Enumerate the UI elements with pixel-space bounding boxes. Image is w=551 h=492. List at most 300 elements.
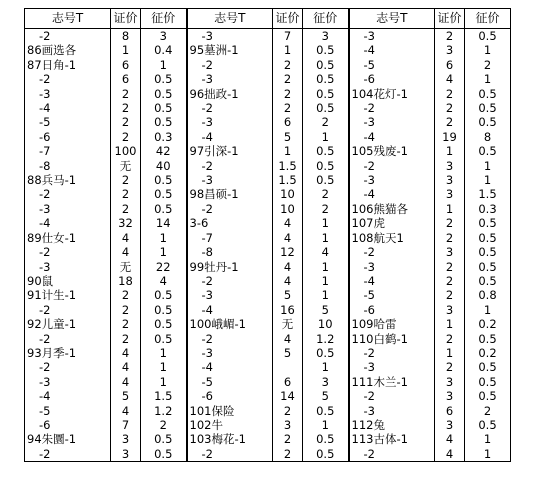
header-cell: 证价 [111, 9, 141, 29]
collection-price-cell: 0.5 [303, 43, 349, 57]
collection-price-cell: 1 [465, 72, 511, 86]
collection-price-cell: 42 [141, 144, 187, 158]
certificate-price-cell: 4 [273, 274, 303, 288]
certificate-price-cell: 2 [273, 404, 303, 418]
stamp-id-cell: 91计生-1 [25, 288, 111, 302]
collection-price-cell: 1 [141, 360, 187, 374]
collection-price-cell: 2 [303, 187, 349, 201]
stamp-id-cell: 104花灯-1 [349, 87, 435, 101]
collection-price-cell: 1 [465, 303, 511, 317]
collection-price-cell: 0.5 [465, 375, 511, 389]
stamp-price-table [24, 8, 511, 462]
stamp-id-cell: -4 [349, 130, 435, 144]
stamp-id-cell: -5 [187, 375, 273, 389]
stamp-id-cell: 107虎 [349, 216, 435, 230]
collection-price-cell: 0.5 [465, 274, 511, 288]
stamp-id-cell: -2 [349, 346, 435, 360]
certificate-price-cell: 2 [111, 115, 141, 129]
certificate-price-cell: 4 [273, 260, 303, 274]
certificate-price-cell: 5 [273, 288, 303, 302]
collection-price-cell: 0.5 [141, 432, 187, 446]
certificate-price-cell: 1 [435, 317, 465, 331]
collection-price-cell: 1 [465, 43, 511, 57]
stamp-id-cell: -6 [25, 418, 111, 432]
table-row [25, 216, 511, 230]
collection-price-cell: 5 [303, 389, 349, 403]
stamp-id-cell: -2 [25, 187, 111, 201]
certificate-price-cell: 2 [273, 101, 303, 115]
table-row [25, 332, 511, 346]
stamp-id-cell: -5 [25, 404, 111, 418]
collection-price-cell: 0.5 [141, 288, 187, 302]
stamp-id-cell: -3 [349, 29, 435, 44]
collection-price-cell: 3 [141, 29, 187, 44]
stamp-id-cell: -5 [349, 288, 435, 302]
collection-price-cell: 0.5 [141, 303, 187, 317]
certificate-price-cell: 10 [273, 202, 303, 216]
collection-price-cell: 0.5 [303, 159, 349, 173]
certificate-price-cell: 6 [111, 58, 141, 72]
certificate-price-cell: 2 [435, 260, 465, 274]
stamp-id-cell: -2 [187, 332, 273, 346]
stamp-id-cell: -4 [25, 389, 111, 403]
collection-price-cell: 0.5 [465, 360, 511, 374]
collection-price-cell: 1 [141, 231, 187, 245]
stamp-id-cell: -2 [187, 202, 273, 216]
certificate-price-cell: 4 [273, 332, 303, 346]
table-row [25, 130, 511, 144]
certificate-price-cell: 2 [273, 87, 303, 101]
collection-price-cell: 1 [303, 360, 349, 374]
collection-price-cell: 0.4 [141, 43, 187, 57]
certificate-price-cell: 3 [435, 173, 465, 187]
certificate-price-cell: 18 [111, 274, 141, 288]
stamp-id-cell: -3 [187, 72, 273, 86]
collection-price-cell: 0.5 [303, 404, 349, 418]
stamp-id-cell: 89仕女-1 [25, 231, 111, 245]
collection-price-cell: 2 [303, 115, 349, 129]
collection-price-cell: 0.5 [465, 29, 511, 44]
certificate-price-cell: 4 [435, 447, 465, 462]
stamp-id-cell: 103梅花-1 [187, 432, 273, 446]
stamp-id-cell: 111木兰-1 [349, 375, 435, 389]
certificate-price-cell: 2 [435, 115, 465, 129]
table-row [25, 404, 511, 418]
stamp-id-cell: 109哈雷 [349, 317, 435, 331]
collection-price-cell: 0.5 [465, 245, 511, 259]
collection-price-cell: 1 [141, 346, 187, 360]
certificate-price-cell: 2 [111, 332, 141, 346]
collection-price-cell: 1 [465, 447, 511, 462]
collection-price-cell: 1.5 [141, 389, 187, 403]
stamp-id-cell: -2 [187, 447, 273, 462]
certificate-price-cell: 6 [435, 404, 465, 418]
certificate-price-cell: 3 [435, 303, 465, 317]
stamp-id-cell: 3-6 [187, 216, 273, 230]
collection-price-cell: 0.5 [465, 101, 511, 115]
collection-price-cell: 1 [303, 274, 349, 288]
certificate-price-cell: 无 [111, 159, 141, 173]
stamp-id-cell: -5 [25, 115, 111, 129]
stamp-id-cell: 112兔 [349, 418, 435, 432]
collection-price-cell: 0.3 [141, 130, 187, 144]
stamp-id-cell: 86画选各 [25, 43, 111, 57]
certificate-price-cell: 100 [111, 144, 141, 158]
collection-price-cell: 0.5 [141, 72, 187, 86]
certificate-price-cell: 3 [435, 43, 465, 57]
certificate-price-cell: 7 [111, 418, 141, 432]
stamp-id-cell: -2 [187, 274, 273, 288]
certificate-price-cell: 1 [435, 144, 465, 158]
collection-price-cell: 0.5 [303, 101, 349, 115]
certificate-price-cell: 2 [111, 130, 141, 144]
table-row [25, 159, 511, 173]
certificate-price-cell: 2 [435, 216, 465, 230]
certificate-price-cell: 4 [111, 245, 141, 259]
collection-price-cell: 0.5 [465, 389, 511, 403]
collection-price-cell: 0.5 [141, 447, 187, 462]
stamp-id-cell: 93月季-1 [25, 346, 111, 360]
certificate-price-cell: 8 [111, 29, 141, 44]
table-row [25, 274, 511, 288]
collection-price-cell: 1 [141, 245, 187, 259]
collection-price-cell: 1 [303, 130, 349, 144]
collection-price-cell: 0.5 [141, 101, 187, 115]
certificate-price-cell: 2 [111, 101, 141, 115]
certificate-price-cell: 2 [435, 29, 465, 44]
stamp-id-cell: -4 [187, 130, 273, 144]
certificate-price-cell: 2 [273, 432, 303, 446]
table-row [25, 101, 511, 115]
collection-price-cell: 0.5 [141, 173, 187, 187]
collection-price-cell: 1 [465, 173, 511, 187]
certificate-price-cell: 2 [111, 202, 141, 216]
collection-price-cell: 0.8 [465, 288, 511, 302]
stamp-id-cell: -3 [25, 375, 111, 389]
table-row [25, 375, 511, 389]
header-cell: 征价 [465, 9, 511, 29]
stamp-id-cell: -3 [349, 360, 435, 374]
collection-price-cell: 1.2 [303, 332, 349, 346]
certificate-price-cell: 2 [111, 187, 141, 201]
collection-price-cell: 0.5 [465, 260, 511, 274]
stamp-id-cell: 100峨嵋-1 [187, 317, 273, 331]
collection-price-cell: 22 [141, 260, 187, 274]
stamp-id-cell: 99牡丹-1 [187, 260, 273, 274]
certificate-price-cell: 2 [435, 231, 465, 245]
stamp-id-cell: -2 [25, 29, 111, 44]
certificate-price-cell: 4 [273, 216, 303, 230]
stamp-id-cell: -4 [349, 274, 435, 288]
certificate-price-cell: 4 [111, 231, 141, 245]
stamp-id-cell: -3 [349, 115, 435, 129]
certificate-price-cell: 1.5 [273, 173, 303, 187]
collection-price-cell: 0.5 [141, 317, 187, 331]
stamp-id-cell: 92儿童-1 [25, 317, 111, 331]
stamp-id-cell: -2 [25, 447, 111, 462]
certificate-price-cell: 2 [435, 360, 465, 374]
certificate-price-cell: 3 [435, 187, 465, 201]
collection-price-cell: 8 [465, 130, 511, 144]
collection-price-cell: 0.5 [303, 447, 349, 462]
certificate-price-cell: 3 [435, 159, 465, 173]
certificate-price-cell: 6 [435, 58, 465, 72]
collection-price-cell: 0.5 [141, 202, 187, 216]
stamp-id-cell: -2 [187, 101, 273, 115]
certificate-price-cell: 7 [273, 29, 303, 44]
stamp-id-cell: -2 [349, 159, 435, 173]
collection-price-cell: 5 [303, 303, 349, 317]
stamp-id-cell: -4 [187, 360, 273, 374]
certificate-price-cell: 2 [435, 101, 465, 115]
header-cell: 志号T [349, 9, 435, 29]
stamp-id-cell: -6 [349, 72, 435, 86]
certificate-price-cell: 6 [273, 115, 303, 129]
stamp-id-cell: -7 [25, 144, 111, 158]
table-row [25, 260, 511, 274]
stamp-id-cell: -4 [187, 303, 273, 317]
certificate-price-cell: 1 [111, 43, 141, 57]
header-cell: 证价 [435, 9, 465, 29]
certificate-price-cell: 4 [435, 432, 465, 446]
certificate-price-cell: 6 [111, 72, 141, 86]
collection-price-cell: 0.5 [303, 173, 349, 187]
collection-price-cell: 2 [465, 404, 511, 418]
stamp-id-cell: -2 [25, 303, 111, 317]
stamp-id-cell: 110白鹤-1 [349, 332, 435, 346]
certificate-price-cell: 3 [435, 375, 465, 389]
certificate-price-cell: 5 [273, 346, 303, 360]
table-row [25, 245, 511, 259]
stamp-id-cell: 95墓洲-1 [187, 43, 273, 57]
collection-price-cell: 1.5 [465, 187, 511, 201]
collection-price-cell: 0.5 [303, 346, 349, 360]
certificate-price-cell: 5 [111, 389, 141, 403]
certificate-price-cell: 4 [111, 375, 141, 389]
collection-price-cell: 1 [303, 260, 349, 274]
collection-price-cell: 0.5 [465, 87, 511, 101]
collection-price-cell: 0.5 [303, 72, 349, 86]
collection-price-cell: 0.2 [465, 317, 511, 331]
collection-price-cell: 2 [303, 202, 349, 216]
collection-price-cell: 0.5 [465, 216, 511, 230]
collection-price-cell: 0.5 [303, 144, 349, 158]
stamp-id-cell: -2 [25, 72, 111, 86]
header-cell: 征价 [303, 9, 349, 29]
table-row [25, 317, 511, 331]
collection-price-cell: 0.5 [141, 187, 187, 201]
collection-price-cell: 1 [141, 375, 187, 389]
table-row [25, 43, 511, 57]
certificate-price-cell: 2 [111, 173, 141, 187]
table-row [25, 87, 511, 101]
certificate-price-cell: 16 [273, 303, 303, 317]
collection-price-cell: 0.5 [465, 231, 511, 245]
certificate-price-cell: 2 [111, 288, 141, 302]
stamp-id-cell: -2 [25, 245, 111, 259]
stamp-id-cell: -2 [187, 159, 273, 173]
stamp-id-cell: 113古体-1 [349, 432, 435, 446]
stamp-id-cell: -3 [25, 260, 111, 274]
table-row [25, 187, 511, 201]
stamp-id-cell: -2 [187, 58, 273, 72]
stamp-id-cell: -6 [349, 303, 435, 317]
certificate-price-cell: 3 [273, 418, 303, 432]
collection-price-cell: 4 [141, 274, 187, 288]
stamp-id-cell: 102牛 [187, 418, 273, 432]
collection-price-cell: 0.5 [465, 418, 511, 432]
stamp-id-cell: 98昌硕-1 [187, 187, 273, 201]
collection-price-cell: 2 [141, 418, 187, 432]
table-row [25, 447, 511, 462]
certificate-price-cell: 6 [273, 375, 303, 389]
stamp-id-cell: -8 [187, 245, 273, 259]
collection-price-cell: 4 [303, 245, 349, 259]
collection-price-cell: 14 [141, 216, 187, 230]
certificate-price-cell: 3 [111, 447, 141, 462]
stamp-id-cell: -4 [25, 216, 111, 230]
stamp-id-cell: -8 [25, 159, 111, 173]
certificate-price-cell: 4 [111, 404, 141, 418]
stamp-id-cell: -2 [25, 360, 111, 374]
table-row [25, 432, 511, 446]
stamp-id-cell: -4 [349, 43, 435, 57]
certificate-price-cell: 12 [273, 245, 303, 259]
collection-price-cell: 1 [465, 159, 511, 173]
collection-price-cell: 0.5 [141, 115, 187, 129]
stamp-id-cell: -3 [187, 288, 273, 302]
stamp-id-cell: -3 [349, 260, 435, 274]
stamp-id-cell: -3 [187, 115, 273, 129]
header-cell: 证价 [273, 9, 303, 29]
collection-price-cell: 1 [303, 231, 349, 245]
certificate-price-cell: 4 [111, 360, 141, 374]
stamp-id-cell: -3 [187, 29, 273, 44]
table-row [25, 418, 511, 432]
stamp-id-cell: -3 [25, 202, 111, 216]
certificate-price-cell: 32 [111, 216, 141, 230]
table-row [25, 29, 511, 44]
stamp-id-cell: 108航天1 [349, 231, 435, 245]
table-row [25, 58, 511, 72]
table-row [25, 346, 511, 360]
stamp-id-cell: -6 [187, 389, 273, 403]
certificate-price-cell: 无 [111, 260, 141, 274]
certificate-price-cell: 2 [435, 332, 465, 346]
table-row [25, 360, 511, 374]
stamp-id-cell: -4 [25, 101, 111, 115]
certificate-price-cell: 3 [435, 389, 465, 403]
certificate-price-cell: 2 [273, 72, 303, 86]
stamp-id-cell: -4 [349, 187, 435, 201]
table-row [25, 303, 511, 317]
header-row [25, 9, 511, 29]
certificate-price-cell: 4 [435, 72, 465, 86]
certificate-price-cell: 2 [111, 87, 141, 101]
stamp-id-cell: 105残废-1 [349, 144, 435, 158]
table-row [25, 389, 511, 403]
certificate-price-cell: 4 [273, 231, 303, 245]
stamp-id-cell: -3 [187, 173, 273, 187]
certificate-price-cell: 无 [273, 317, 303, 331]
collection-price-cell: 40 [141, 159, 187, 173]
collection-price-cell: 3 [303, 29, 349, 44]
certificate-price-cell: 10 [273, 187, 303, 201]
certificate-price-cell: 1 [273, 43, 303, 57]
stamp-id-cell: -3 [349, 173, 435, 187]
collection-price-cell: 0.2 [465, 346, 511, 360]
collection-price-cell: 0.5 [303, 87, 349, 101]
certificate-price-cell: 2 [273, 447, 303, 462]
table-row [25, 144, 511, 158]
collection-price-cell: 0.5 [465, 115, 511, 129]
collection-price-cell: 1 [303, 216, 349, 230]
table-row [25, 72, 511, 86]
certificate-price-cell: 1 [435, 202, 465, 216]
stamp-id-cell: -2 [25, 332, 111, 346]
stamp-id-cell: 97引深-1 [187, 144, 273, 158]
certificate-price-cell: 2 [111, 317, 141, 331]
stamp-id-cell: 90鼠 [25, 274, 111, 288]
stamp-id-cell: 94朱圜-1 [25, 432, 111, 446]
stamp-id-cell: -3 [349, 404, 435, 418]
header-cell: 志号T [25, 9, 111, 29]
stamp-id-cell: 87日角-1 [25, 58, 111, 72]
collection-price-cell: 1 [303, 418, 349, 432]
collection-price-cell: 1 [303, 288, 349, 302]
certificate-price-cell: 5 [273, 130, 303, 144]
collection-price-cell: 2 [465, 58, 511, 72]
certificate-price-cell: 3 [435, 418, 465, 432]
collection-price-cell: 1.2 [141, 404, 187, 418]
stamp-id-cell: -3 [187, 346, 273, 360]
stamp-id-cell: 101保险 [187, 404, 273, 418]
certificate-price-cell: 3 [111, 432, 141, 446]
collection-price-cell: 0.5 [141, 87, 187, 101]
collection-price-cell: 0.3 [465, 202, 511, 216]
certificate-price-cell: 14 [273, 389, 303, 403]
collection-price-cell: 0.5 [303, 432, 349, 446]
certificate-price-cell: 1.5 [273, 159, 303, 173]
certificate-price-cell: 3 [435, 245, 465, 259]
stamp-id-cell: -5 [349, 58, 435, 72]
certificate-price-cell: 1 [435, 346, 465, 360]
collection-price-cell: 1 [465, 432, 511, 446]
stamp-id-cell: -2 [349, 101, 435, 115]
collection-price-cell: 0.5 [303, 58, 349, 72]
collection-price-cell: 0.5 [465, 332, 511, 346]
table-row [25, 173, 511, 187]
stamp-id-cell: 96拙政-1 [187, 87, 273, 101]
certificate-price-cell: 19 [435, 130, 465, 144]
table-row [25, 202, 511, 216]
stamp-id-cell: -7 [187, 231, 273, 245]
certificate-price-cell: 2 [111, 303, 141, 317]
certificate-price-cell: 4 [111, 346, 141, 360]
certificate-price-cell [273, 360, 303, 374]
stamp-id-cell: 106熊猫各 [349, 202, 435, 216]
stamp-id-cell: -2 [349, 245, 435, 259]
stamp-id-cell: 88兵马-1 [25, 173, 111, 187]
collection-price-cell: 1 [141, 58, 187, 72]
table-row [25, 288, 511, 302]
certificate-price-cell: 2 [435, 87, 465, 101]
collection-price-cell: 0.5 [141, 332, 187, 346]
collection-price-cell: 10 [303, 317, 349, 331]
collection-price-cell: 3 [303, 375, 349, 389]
table-row [25, 115, 511, 129]
certificate-price-cell: 2 [435, 274, 465, 288]
